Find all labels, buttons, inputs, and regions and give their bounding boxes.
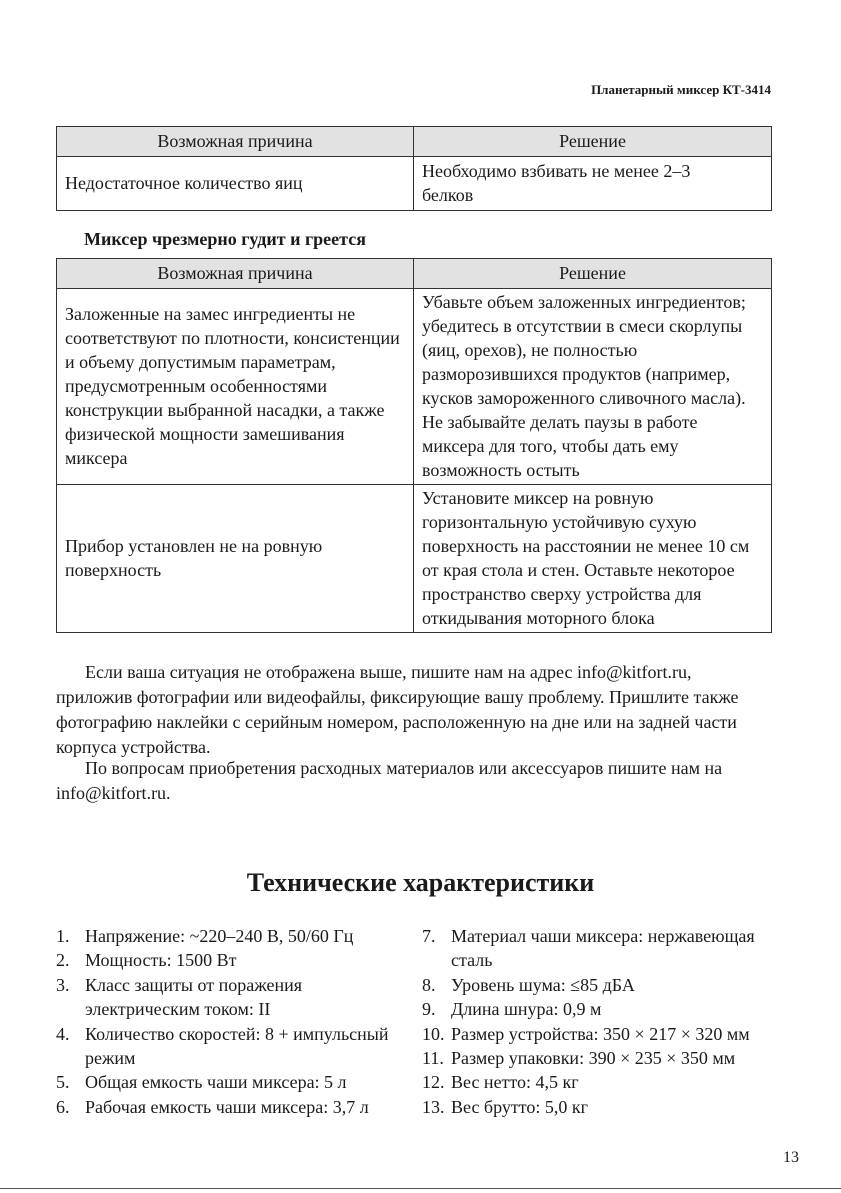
- spec-number: 8.: [422, 974, 436, 995]
- running-header-title: Планетарный миксер КТ-3414: [591, 82, 771, 97]
- spec-text: Вес нетто: 4,5 кг: [451, 1072, 579, 1093]
- spec-text: Количество скоростей: 8 + импульсный режим: [85, 1023, 389, 1069]
- spec-text: Рабочая емкость чаши миксера: 3,7 л: [85, 1096, 369, 1117]
- spec-number: 7.: [422, 926, 436, 946]
- spec-item: [56, 948, 408, 972]
- specs-list-right: [422, 924, 774, 1119]
- spec-number: 10.: [422, 1023, 445, 1044]
- spec-item: [422, 1046, 774, 1070]
- table-header-row: [57, 127, 772, 157]
- troubleshooting-table-2: [56, 258, 772, 633]
- col-header-cause: Возможная причина: [57, 127, 414, 157]
- cause-cell: Прибор установлен не на ровную поверхность: [57, 485, 414, 633]
- spec-item: [56, 1095, 408, 1119]
- accessories-paragraph: По вопросам приобретения расходных материалов или аксессуаров пишите нам на info@kitfort.ru.: [56, 758, 723, 803]
- solution-cell: Установите миксер на ровную горизонтальную устойчивую сухую поверхность на расстоянии не менее 10 см от края стола и стен. Оставьте некоторое пространство сверху устройства для откидывания моторного блока: [414, 485, 772, 633]
- spec-text: Класс защиты от поражения электрическим током: II: [85, 974, 302, 1020]
- spec-text: Размер упаковки: 390 × 235 × 350 мм: [451, 1048, 736, 1069]
- spec-item: [422, 924, 774, 973]
- col-header-solution: Решение: [414, 259, 772, 289]
- specs-list-left: [56, 924, 408, 1119]
- spec-number: 2.: [56, 950, 70, 971]
- spec-item: [56, 973, 408, 1022]
- specs-title: Технические характеристики: [246, 868, 595, 897]
- spec-text: Общая емкость чаши миксера: 5 л: [85, 1072, 347, 1093]
- spec-item: [422, 997, 774, 1021]
- table-row: [57, 289, 772, 485]
- spec-item: [56, 1070, 408, 1094]
- table-row: [57, 157, 772, 211]
- spec-number: 3.: [56, 974, 70, 995]
- spec-item: [422, 973, 774, 997]
- spec-item: [422, 1095, 774, 1119]
- contact-paragraph: Если ваша ситуация не отображена выше, пишите нам на адрес info@kitfort.ru, приложив фотографии или видеофайлы, фиксирующие вашу проблему. Пришлите также фотографию наклейки с серийным номером, расположенную на дне или на задней части корпуса устройства.: [56, 662, 739, 757]
- spec-number: 5.: [56, 1072, 70, 1093]
- spec-text: Вес брутто: 5,0 кг: [451, 1096, 588, 1117]
- spec-text: Длина шнура: 0,9 м: [451, 999, 602, 1020]
- solution-cell: Убавьте объем заложенных ингредиентов; убедитесь в отсутствии в смеси скорлупы (яиц, орехов), не полностью разморозившихся продуктов (например, кусков замороженного сливочного масла). Не забывайте делать паузы в работе миксера для того, чтобы дать ему возможность остыть: [414, 289, 772, 485]
- spec-item: [422, 1070, 774, 1094]
- section-heading: Миксер чрезмерно гудит и греется: [84, 229, 366, 249]
- spec-text: Уровень шума: ≤85 дБА: [451, 974, 635, 995]
- spec-item: [56, 924, 408, 948]
- spec-number: 9.: [422, 999, 436, 1020]
- spec-text: Материал чаши миксера: нержавеющая сталь: [451, 926, 755, 971]
- col-header-cause: Возможная причина: [57, 259, 414, 289]
- spec-number: 13.: [422, 1096, 445, 1117]
- spec-number: 11.: [422, 1048, 444, 1069]
- cause-cell: Заложенные на замес ингредиенты не соответствуют по плотности, консистенции и объему допустимым параметрам, предусмотренным особенностями конструкции выбранной насадки, а также физической мощности замешивания миксера: [57, 289, 414, 485]
- spec-item: [56, 1022, 408, 1071]
- bottom-divider: [0, 1188, 841, 1189]
- col-header-solution: Решение: [414, 127, 772, 157]
- table-header-row: [57, 259, 772, 289]
- spec-number: 1.: [56, 926, 70, 946]
- page-number: 13: [783, 1149, 799, 1166]
- spec-text: Напряжение: ~220–240 В, 50/60 Гц: [85, 926, 354, 946]
- troubleshooting-table-1: [56, 126, 772, 211]
- solution-cell: Необходимо взбивать не менее 2–3 белков: [414, 157, 772, 211]
- spec-item: [422, 1022, 774, 1046]
- spec-text: Размер устройства: 350 × 217 × 320 мм: [451, 1023, 750, 1044]
- spec-number: 6.: [56, 1096, 70, 1117]
- table-row: [57, 485, 772, 633]
- spec-text: Мощность: 1500 Вт: [85, 950, 237, 971]
- spec-number: 4.: [56, 1023, 70, 1044]
- spec-number: 12.: [422, 1072, 445, 1093]
- cause-cell: Недостаточное количество яиц: [57, 157, 414, 211]
